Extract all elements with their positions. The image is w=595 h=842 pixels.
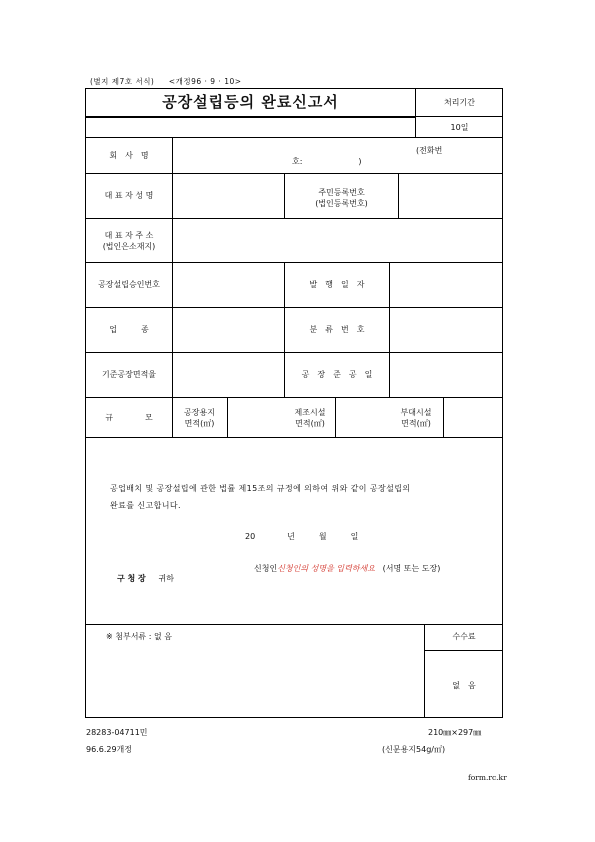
- class-no-label: 분 류 번 호: [309, 325, 365, 334]
- form-number: (별지 제7호 서식): [90, 77, 155, 86]
- industry-label: 업 종: [109, 325, 149, 334]
- std-ratio-label: 기준공장면적율: [101, 370, 157, 379]
- phone-label-1: (전화번: [416, 146, 443, 155]
- statement-line-2: 완료를 신고합니다.: [110, 501, 181, 510]
- revised-date: 96.6.29개정: [86, 745, 132, 754]
- statement-line-1: 공업배치 및 공장설립에 관한 법률 제15조의 규정에 의하여 위와 같이 공장설립의: [110, 484, 411, 493]
- corp-addr-label: (법인은소재지): [102, 242, 156, 251]
- issue-date-label: 발 행 일 자: [309, 280, 365, 289]
- aux-area-label-1: 부대시설: [400, 408, 432, 417]
- processing-period-label: 처리기간: [444, 98, 475, 107]
- honorific: 귀하: [158, 574, 174, 583]
- mfg-area-label-1: 제조시설: [294, 408, 326, 417]
- site-watermark: form.rc.kr: [468, 773, 507, 782]
- applicant-line: [254, 563, 440, 574]
- form-code: 28283-04711민: [86, 728, 148, 737]
- attachments-label: ※ 첨부서류 : 없 음: [106, 632, 172, 641]
- form-title: 공장설립등의 완료신고서: [162, 93, 339, 111]
- statement-date: 20 년 월 일: [245, 532, 359, 541]
- rep-addr-label: 대 표 자 주 소: [104, 231, 154, 240]
- processing-period-value: 10일: [450, 123, 469, 132]
- applicant-label: 신청인: [254, 564, 278, 573]
- statement-text: [110, 480, 500, 514]
- company-name-label: 회 사 명: [109, 151, 149, 160]
- fee-value: 없 음: [452, 681, 476, 690]
- aux-area-label-2: 면적(㎡): [401, 419, 431, 428]
- corp-no-label: (법인등록번호): [315, 199, 368, 208]
- signature-label: (서명 또는 도장): [382, 564, 441, 573]
- approval-no-label: 공장설립승인번호: [98, 280, 160, 289]
- rep-name-label: 대 표 자 성 명: [104, 191, 154, 200]
- form-header: [90, 76, 242, 87]
- site-area-label-1: 공장용지: [184, 408, 215, 417]
- scale-label: 규 모: [105, 413, 153, 422]
- completion-date-label: 공 장 준 공 일: [301, 370, 373, 379]
- paper-size: 210㎜×297㎜: [428, 728, 482, 737]
- revision-note: <개정96 · 9 · 10>: [168, 77, 242, 86]
- resident-no-label: 주민등록번호: [318, 188, 365, 197]
- phone-label-2: 호: ): [292, 157, 362, 166]
- fee-label: 수수료: [452, 632, 476, 641]
- addressee-line: [117, 573, 174, 584]
- paper-type: (신문용지54g/㎡): [382, 745, 446, 754]
- site-area-label-2: 면적(㎡): [184, 419, 215, 428]
- mfg-area-label-2: 면적(㎡): [295, 419, 325, 428]
- applicant-name-field[interactable]: 신청인의 성명을 입력하세요: [277, 564, 376, 573]
- addressee: 구 청 장: [117, 574, 146, 583]
